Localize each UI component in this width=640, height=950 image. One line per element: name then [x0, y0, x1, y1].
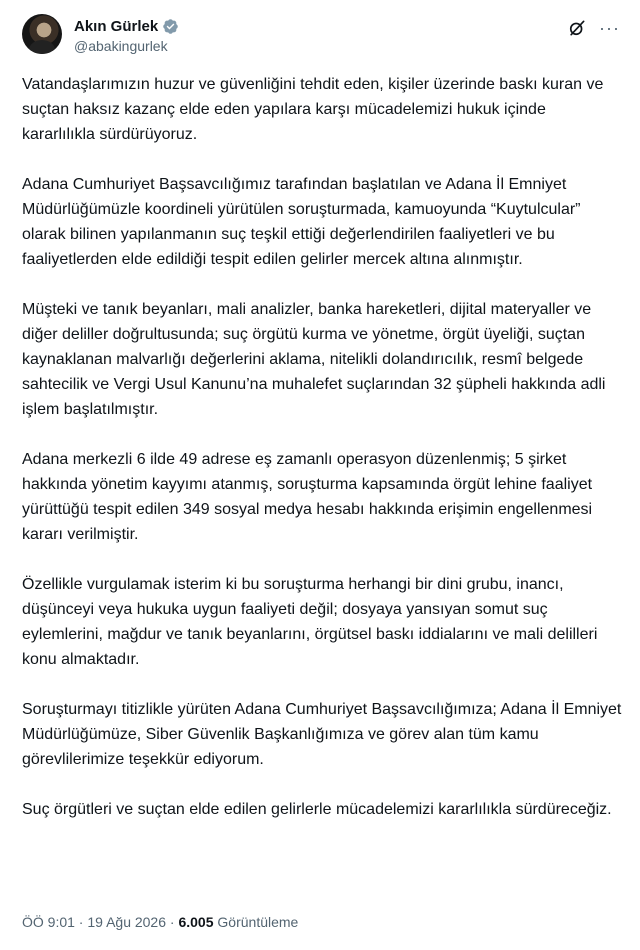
tweet-paragraph: Müşteki ve tanık beyanları, mali analizler, banka hareketleri, dijital materyaller ve diğer deliller doğrultusunda; suç örgütü kurma ve yönetme, örgüt üyeliği, suçtan kaynaklanan malvarlığı değerlerini aklama, nitelikli dolandırıcılık, resmî belgede sahtecilik ve Vergi Usul Kanunu’na muhalefet suçlarından 32 şüpheli hakkında adli işlem başlatılmıştır.: [22, 301, 606, 418]
tweet-paragraph: Adana merkezli 6 ilde 49 adrese eş zamanlı operasyon düzenlenmiş; 5 şirket hakkında yönetim kayyımı atanmış, soruşturma kapsamında örgüt lehine faaliyet yürüttüğü tespit edilen 349 sosyal medya hesabı hakkında erişimin engellenmesi kararı verilmiştir.: [22, 451, 593, 543]
meta-separator: ·: [74, 914, 88, 930]
tweet-paragraph: Suç örgütleri ve suçtan elde edilen gelirlerle mücadelemizi kararlılıkla sürdüreceğiz.: [22, 801, 612, 818]
header-actions: [567, 18, 620, 38]
author-avatar[interactable]: [22, 14, 62, 54]
views-label: Görüntüleme: [217, 914, 299, 930]
tweet-paragraph: Özellikle vurgulamak isterim ki bu soruşturma herhangi bir dini grubu, inancı, düşünceyi veya hukuka uygun faaliyeti değil; dosyaya yansıyan somut suç eylemlerini, mağdur ve tanık beyanlarını, örgütsel baskı iddialarını ve mali delilleri konu almaktadır.: [22, 576, 598, 668]
author-name-row: [74, 16, 179, 36]
tweet-text: [22, 72, 622, 847]
tweet-paragraph: Adana Cumhuriyet Başsavcılığımız tarafından başlatılan ve Adana İl Emniyet Müdürlüğümüzle koordineli yürütülen soruşturmada, kamuoyunda “Kuytulcular” olarak bilinen yapılanmanın suç teşkil ettiği değerlendirilen faaliyetleri ve bu faaliyetlerden elde edildiği tespit edilen gelirler mercek altına alınmıştır.: [22, 176, 581, 268]
meta-separator: ·: [166, 914, 179, 930]
author-info: [74, 16, 179, 54]
tweet-date[interactable]: 19 Ağu 2026: [87, 914, 167, 930]
author-display-name[interactable]: Akın Gürlek: [74, 17, 159, 35]
tweet-paragraph: Soruşturmayı titizlikle yürüten Adana Cumhuriyet Başsavcılığımıza; Adana İl Emniyet Müdürlüğümüze, Siber Güvenlik Başkanlığımıza ve görev alan tüm kamu görevlilerimize teşekkür ediyorum.: [22, 701, 622, 768]
views-count: 6.005: [178, 914, 214, 930]
more-options-icon[interactable]: ···: [599, 18, 620, 38]
author-handle[interactable]: @abakingurlek: [74, 38, 168, 54]
verified-badge-icon[interactable]: [162, 18, 179, 35]
tweet-time[interactable]: ÖÖ 9:01: [22, 914, 75, 930]
tweet-meta: [22, 914, 298, 930]
tweet-paragraph: Vatandaşlarımızın huzur ve güvenliğini tehdit eden, kişiler üzerinde baskı kuran ve suçtan haksız kazanç elde eden yapılara karşı mücadelemizi hukuk içinde kararlılıkla sürdürüyoruz.: [22, 76, 604, 143]
tweet-header: [22, 14, 624, 62]
grok-icon[interactable]: [567, 18, 587, 38]
